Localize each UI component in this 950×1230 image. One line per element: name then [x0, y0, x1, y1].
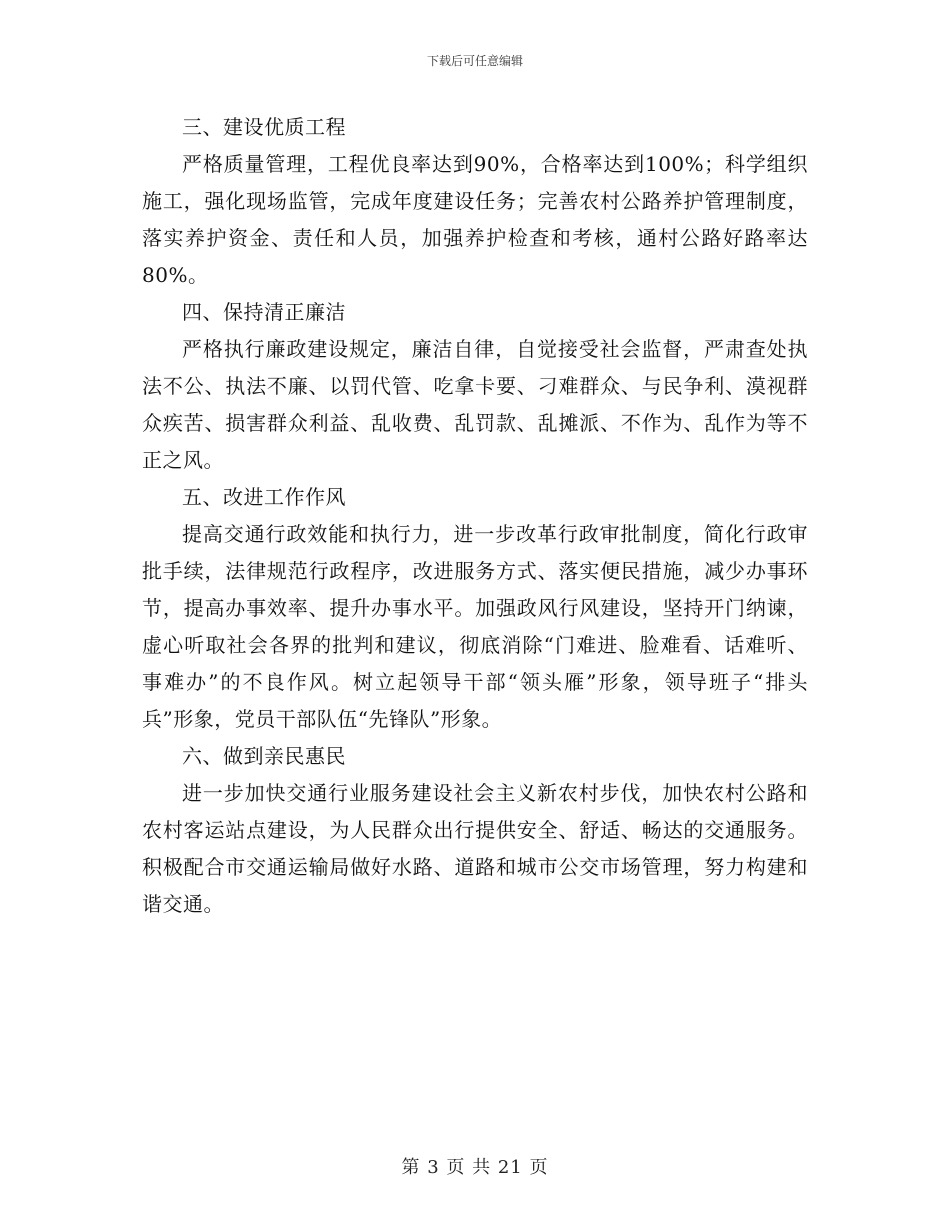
paragraph-service: 进一步加快交通行业服务建设社会主义新农村步伐，加快农村公路和农村客运站点建设，为人民群众出行提供安全、舒适、畅达的交通服务。积极配合市交通运输局做好水路、道路和城市公交市场管理，努力构建和谐交通。	[142, 781, 808, 916]
document-body	[142, 109, 808, 923]
section-heading-4: 四、保持清正廉洁	[182, 300, 346, 324]
paragraph-work-style: 提高交通行政效能和执行力，进一步改革行政审批制度，简化行政审批手续，法律规范行政程序，改进服务方式、落实便民措施，减少办事环节，提高办事效率、提升办事水平。加强政风行风建设，坚持开门纳谏，虚心听取社会各界的批判和建议，彻底消除“门难进、脸难看、话难听、事难办”的不良作风。树立起领导干部“领头雁”形象，领导班子“排头兵”形象，党员干部队伍“先锋队”形象。	[142, 522, 808, 731]
paragraph-quality: 严格质量管理，工程优良率达到90%，合格率达到100%；科学组织施工，强化现场监管，完成年度建设任务；完善农村公路养护管理制度，落实养护资金、责任和人员，加强养护检查和考核，通村公路好路率达80%。	[142, 152, 808, 287]
page-number: 第 3 页 共 21 页	[401, 1157, 549, 1178]
paragraph-integrity: 严格执行廉政建设规定，廉洁自律，自觉接受社会监督，严肃查处执法不公、执法不廉、以罚代管、吃拿卡要、刁难群众、与民争利、漠视群众疾苦、损害群众利益、乱收费、乱罚款、乱摊派、不作为、乱作为等不正之风。	[142, 337, 808, 472]
page-header: 下载后可任意编辑	[426, 54, 523, 68]
section-heading-5: 五、改进工作作风	[182, 485, 346, 509]
section-heading-6: 六、做到亲民惠民	[182, 744, 346, 768]
section-heading-3: 三、建设优质工程	[182, 115, 346, 139]
